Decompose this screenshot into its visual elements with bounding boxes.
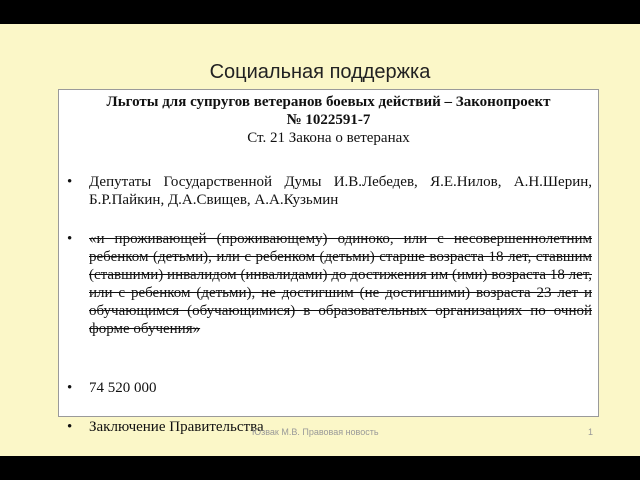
list-item-text: Заключение Правительства — [89, 419, 264, 435]
slide-title: Социальная поддержка — [209, 61, 431, 83]
box-header — [59, 93, 598, 147]
bill-title: Льготы для супругов ветеранов боевых действий – Законопроект — [106, 94, 551, 110]
bullet-icon: • — [67, 174, 73, 190]
bullet-icon: • — [67, 231, 73, 247]
list-item-deputies — [67, 173, 592, 209]
slide — [0, 24, 640, 456]
bullet-icon: • — [67, 419, 73, 435]
page-number: 1 — [588, 427, 594, 437]
footer-author: Юзвак М.В. Правовая новость — [252, 427, 379, 437]
list-item-amendment — [67, 230, 592, 338]
bullet-icon: • — [67, 380, 73, 396]
struck-through-text: «и проживающей (проживающему) одиноко, или с несовершеннолетним ребенком (детьми), или с ребенком (детьми) старше возраста 18 лет, ставшим (ставшими) инвалидом (инвалидами) до достижения им (ими) возраста 18 лет, или с ребенком (детьми), не достигшим (не достигшими) возраста 23 лет и обучающимся (обучающимися) в образовательных организациях по очной форме обучения» — [89, 231, 592, 337]
list-item-amount — [67, 379, 592, 397]
law-article: Ст. 21 Закона о ветеранах — [247, 130, 410, 146]
list-item-text: Депутаты Государственной Думы И.В.Лебедев, Я.Е.Нилов, А.Н.Шерин, Б.Р.Пайкин, Д.А.Свищев, А.А.Кузьмин — [89, 174, 592, 208]
bill-number: № 1022591-7 — [286, 112, 371, 128]
list-item-text: 74 520 000 — [89, 380, 157, 396]
